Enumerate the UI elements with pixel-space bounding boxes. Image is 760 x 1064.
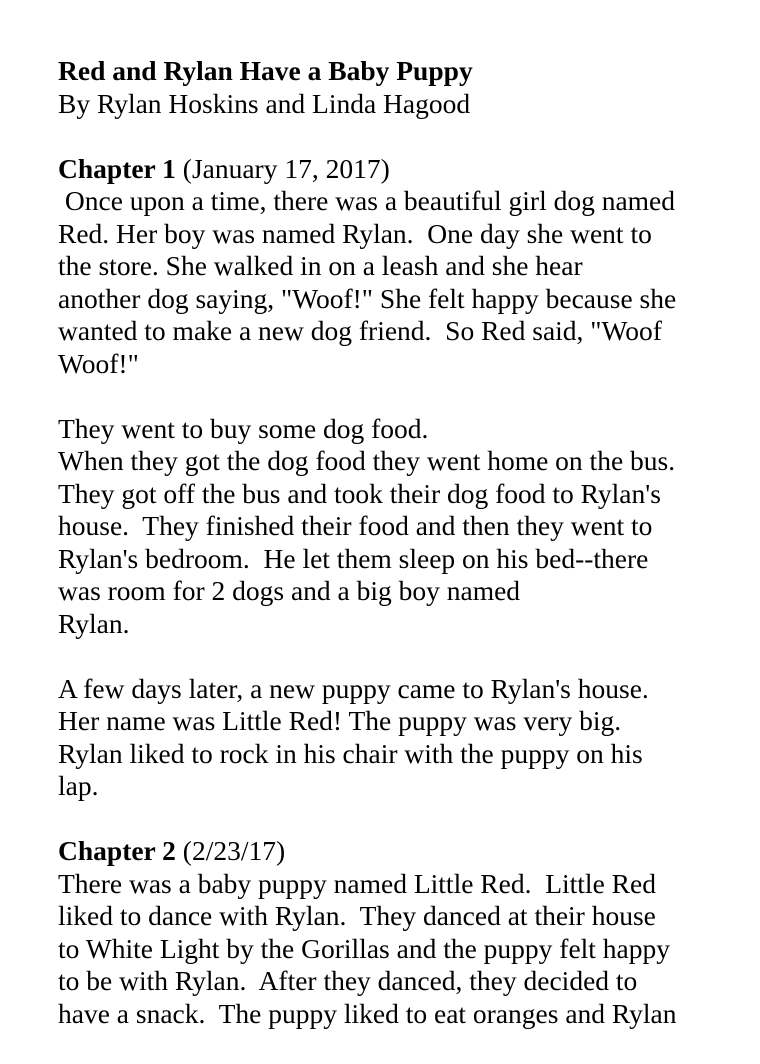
body-text: They got off the bus and took their dog food to Rylan's	[58, 477, 661, 509]
body-text: another dog saying, "Woof!" She felt happy because she	[58, 282, 677, 314]
text-line	[58, 770, 676, 803]
body-text: Woof!"	[58, 347, 139, 379]
heading-text: Red and Rylan Have a Baby Puppy	[58, 55, 473, 86]
body-text: Once upon a time, there was a beautiful girl dog named	[58, 185, 676, 216]
body-text: A few days later, a new puppy came to Rylan's house.	[58, 672, 649, 704]
blank-line	[58, 803, 676, 836]
text-line	[58, 185, 676, 218]
text-line	[58, 543, 676, 576]
body-text: Her name was Little Red! The puppy was very big.	[58, 705, 622, 736]
text-line	[58, 510, 676, 543]
text-line	[58, 218, 676, 251]
text-line	[58, 413, 676, 446]
body-text: (January 17, 2017)	[175, 152, 390, 184]
body-text: was room for 2 dogs and a big boy named	[58, 575, 521, 606]
body-text: (2/23/17)	[175, 835, 286, 866]
text-line	[58, 835, 676, 868]
text-line	[58, 575, 676, 608]
text-line	[58, 998, 676, 1031]
body-text: the store. She walked in on a leash and she hear	[58, 250, 583, 281]
text-line	[58, 868, 676, 901]
text-line	[58, 933, 676, 966]
body-text: wanted to make a new dog friend. So Red said, "Woof	[58, 315, 662, 346]
document-body	[58, 55, 676, 1030]
body-text: Rylan's bedroom. He let them sleep on his bed--there	[58, 542, 649, 574]
text-line	[58, 445, 676, 478]
text-line	[58, 348, 676, 381]
body-text: have a snack. The puppy liked to eat oranges and Rylan	[58, 997, 677, 1029]
text-line	[58, 283, 676, 316]
text-line	[58, 608, 676, 641]
body-text: When they got the dog food they went home on the bus.	[58, 445, 676, 476]
text-line	[58, 965, 676, 998]
text-line	[58, 315, 676, 348]
heading-text: Chapter 1	[58, 152, 176, 184]
blank-line	[58, 380, 676, 413]
body-text: There was a baby puppy named Little Red. Little Red	[58, 867, 656, 899]
body-text: They went to buy some dog food.	[58, 412, 429, 444]
body-text: Rylan.	[58, 607, 130, 639]
text-line	[58, 55, 676, 88]
body-text: Red. Her boy was named Rylan. One day she went to	[58, 217, 652, 249]
body-text: house. They finished their food and then they went to	[58, 510, 653, 541]
heading-text: Chapter 2	[58, 835, 176, 866]
text-line	[58, 88, 676, 121]
body-text: By Rylan Hoskins and Linda Hagood	[58, 87, 471, 119]
blank-line	[58, 640, 676, 673]
body-text: lap.	[58, 770, 99, 801]
blank-line	[58, 120, 676, 153]
text-line	[58, 900, 676, 933]
text-line	[58, 250, 676, 283]
text-line	[58, 738, 676, 771]
text-line	[58, 153, 676, 186]
body-text: Rylan liked to rock in his chair with the puppy on his	[58, 737, 643, 769]
body-text: liked to dance with Rylan. They danced at their house	[58, 900, 656, 931]
body-text: to be with Rylan. After they danced, they decided to	[58, 965, 638, 996]
text-line	[58, 705, 676, 738]
body-text: to White Light by the Gorillas and the puppy felt happy	[58, 932, 671, 964]
text-line	[58, 673, 676, 706]
text-line	[58, 478, 676, 511]
